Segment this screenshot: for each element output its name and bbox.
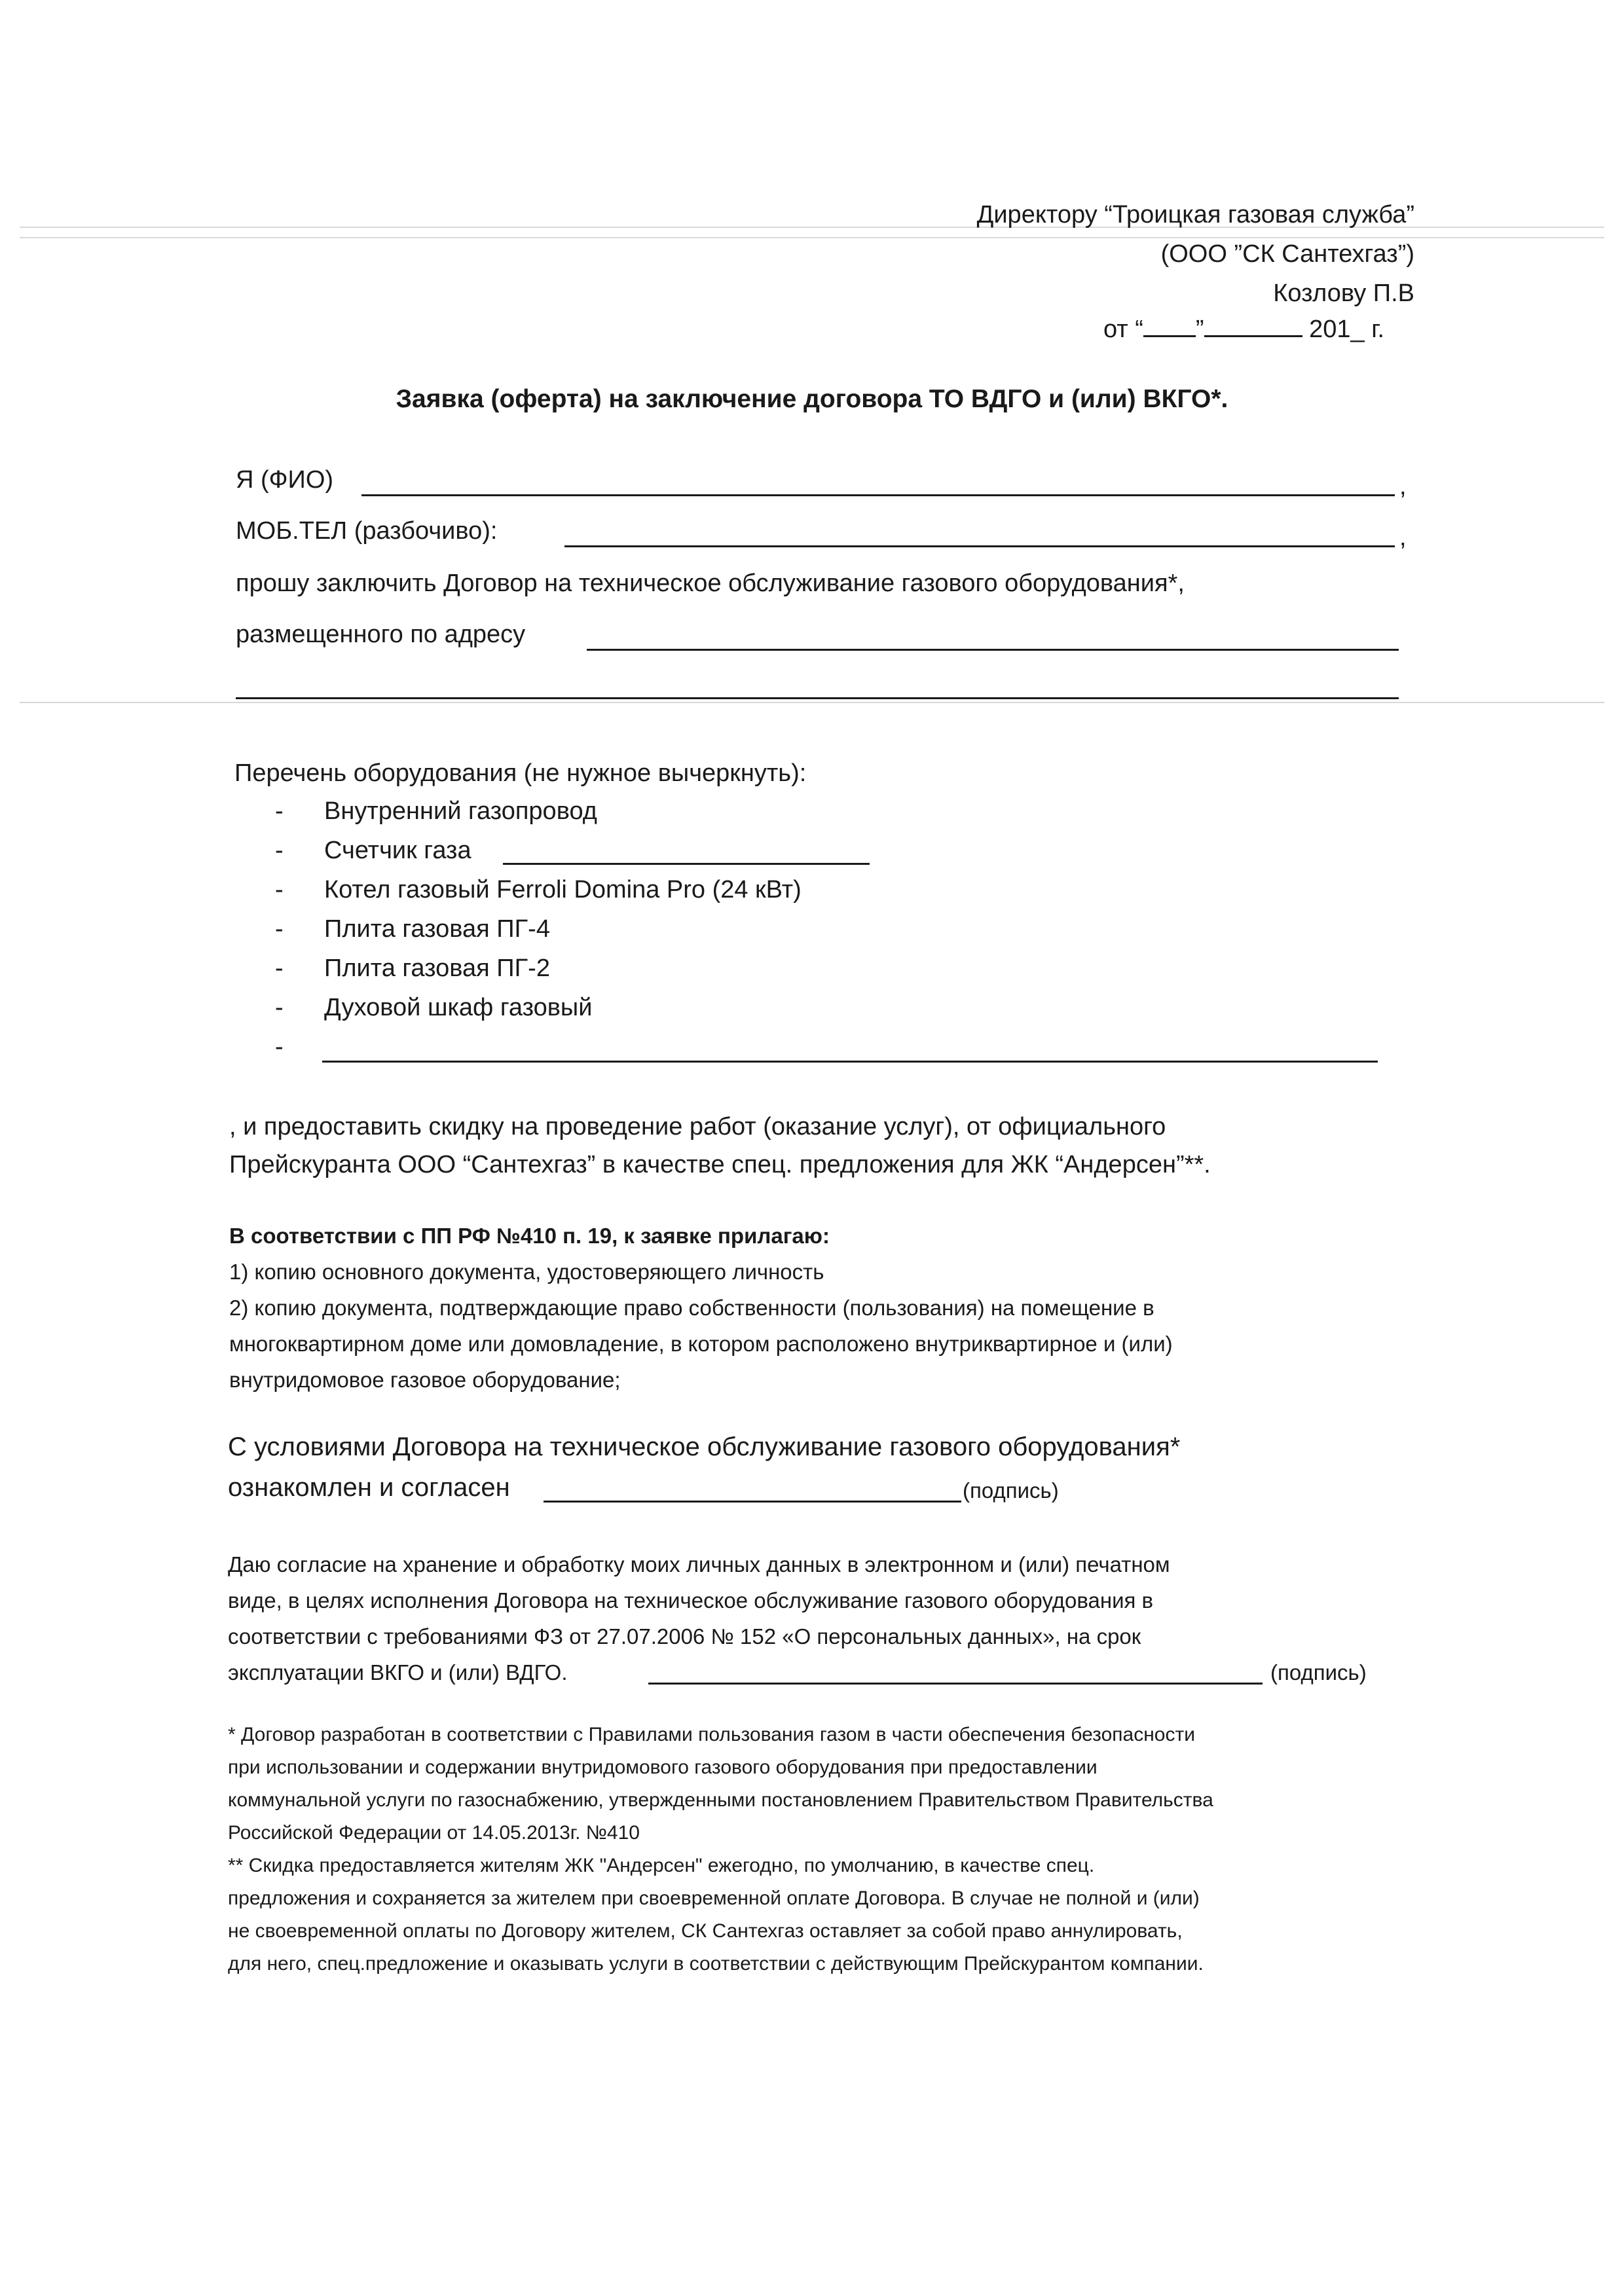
list-dash: - [275,837,284,864]
list-dash: - [275,994,284,1021]
date-line: от “ ” 201_ г. [1103,316,1385,343]
scan-artifact-line [20,702,1604,703]
footnote-2-line-2: предложения и сохраняется за жителем при своевременной оплате Договора. В случае не полной и (или) [228,1887,1200,1909]
equipment-item-pipeline: Внутренний газопровод [324,797,597,825]
attachment-item-2-line-2: многоквартирном доме или домовладение, в котором расположено внутриквартирное и (или) [229,1332,1173,1356]
attachment-item-2-line-3: внутридомовое газовое оборудование; [229,1368,621,1392]
consent-signature-label: (подпись) [1270,1660,1367,1685]
footnote-2-line-1: ** Скидка предоставляется жителям ЖК "Андерсен" ежегодно, по умолчанию, в качестве спец. [228,1855,1095,1876]
list-dash: - [275,797,284,825]
footnote-1-line-1: * Договор разработан в соответствии с Правилами пользования газом в части обеспечения безопасности [228,1724,1195,1745]
request-text: прошу заключить Договор на техническое обслуживание газового оборудования*, [236,570,1185,597]
list-dash: - [275,876,284,903]
footnote-1-line-2: при использовании и содержании внутридомового газового оборудования при предоставлении [228,1757,1098,1778]
footnote-2-line-3: не своевременной оплаты по Договору жителем, СК Сантехгаз оставляет за собой право аннулировать, [228,1920,1183,1942]
addressee-line-3: Козлову П.В [1273,280,1414,307]
discount-line-1: , и предоставить скидку на проведение работ (оказание услуг), от официального [229,1113,1166,1140]
list-dash: - [275,1033,284,1061]
address-field-line-2[interactable] [236,697,1399,699]
consent-line-4: эксплуатации ВКГО и (или) ВДГО. [228,1660,568,1685]
consent-line-1: Даю согласие на хранение и обработку моих личных данных в электронном и (или) печатном [228,1552,1170,1576]
agreement-line-1: С условиями Договора на техническое обслуживание газового оборудования* [228,1432,1181,1461]
list-dash: - [275,915,284,943]
discount-line-2: Прейскуранта ООО “Сантехгаз” в качестве спец. предложения для ЖК “Андерсен”**. [229,1151,1211,1178]
equipment-item-stove-pg2: Плита газовая ПГ-2 [324,955,550,982]
attachment-item-1: 1) копию основного документа, удостоверяющего личность [229,1260,824,1284]
attachment-item-2-line-1: 2) копию документа, подтверждающие право собственности (пользования) на помещение в [229,1296,1154,1320]
phone-label: МОБ.ТЕЛ (разбочиво): [236,517,498,545]
equipment-heading: Перечень оборудования (не нужное вычеркнуть): [234,759,807,787]
fio-label: Я (ФИО) [236,466,334,494]
document-title: Заявка (оферта) на заключение договора ТО ВДГО и (или) ВКГО*. [396,385,1228,413]
attachments-heading: В соответствии с ПП РФ №410 п. 19, к заявке прилагаю: [229,1224,830,1248]
address-label: размещенного по адресу [236,621,526,648]
addressee-line-1: Директору “Троицкая газовая служба” [976,201,1414,228]
equipment-item-gas-meter: Счетчик газа [324,837,471,864]
footnote-1-line-4: Российской Федерации от 14.05.2013г. №410 [228,1822,640,1844]
footnote-1-line-3: коммунальной услуги по газоснабжению, утвержденными постановлением Правительством Правительства [228,1789,1213,1811]
agreement-line-2: ознакомлен и согласен [228,1473,510,1502]
equipment-item-boiler: Котел газовый Ferroli Domina Pro (24 кВт) [324,876,802,903]
phone-comma: , [1399,524,1407,551]
consent-line-2: виде, в целях исполнения Договора на техническое обслуживание газового оборудования в [228,1588,1154,1613]
address-field-line-1[interactable] [587,649,1399,651]
addressee-line-2: (ООО ”СК Сантехгаз”) [1160,240,1414,268]
equipment-other-field[interactable] [322,1061,1378,1063]
gas-meter-field[interactable] [503,863,870,865]
consent-line-3: соответствии с требованиями ФЗ от 27.07.2006 № 152 «О персональных данных», на срок [228,1624,1141,1649]
list-dash: - [275,955,284,982]
fio-field[interactable] [361,494,1395,496]
footnote-2-line-4: для него, спец.предложение и оказывать услуги в соответствии с действующим Прейскурантом компании. [228,1953,1204,1975]
consent-signature-field[interactable] [648,1683,1263,1685]
agreement-signature-field[interactable] [544,1501,961,1503]
agreement-signature-label: (подпись) [963,1478,1059,1503]
date-day-field[interactable] [1143,316,1196,337]
phone-field[interactable] [564,545,1395,547]
fio-comma: , [1399,473,1407,500]
equipment-item-oven: Духовой шкаф газовый [324,994,593,1021]
date-month-field[interactable] [1204,316,1302,337]
equipment-item-stove-pg4: Плита газовая ПГ-4 [324,915,550,943]
